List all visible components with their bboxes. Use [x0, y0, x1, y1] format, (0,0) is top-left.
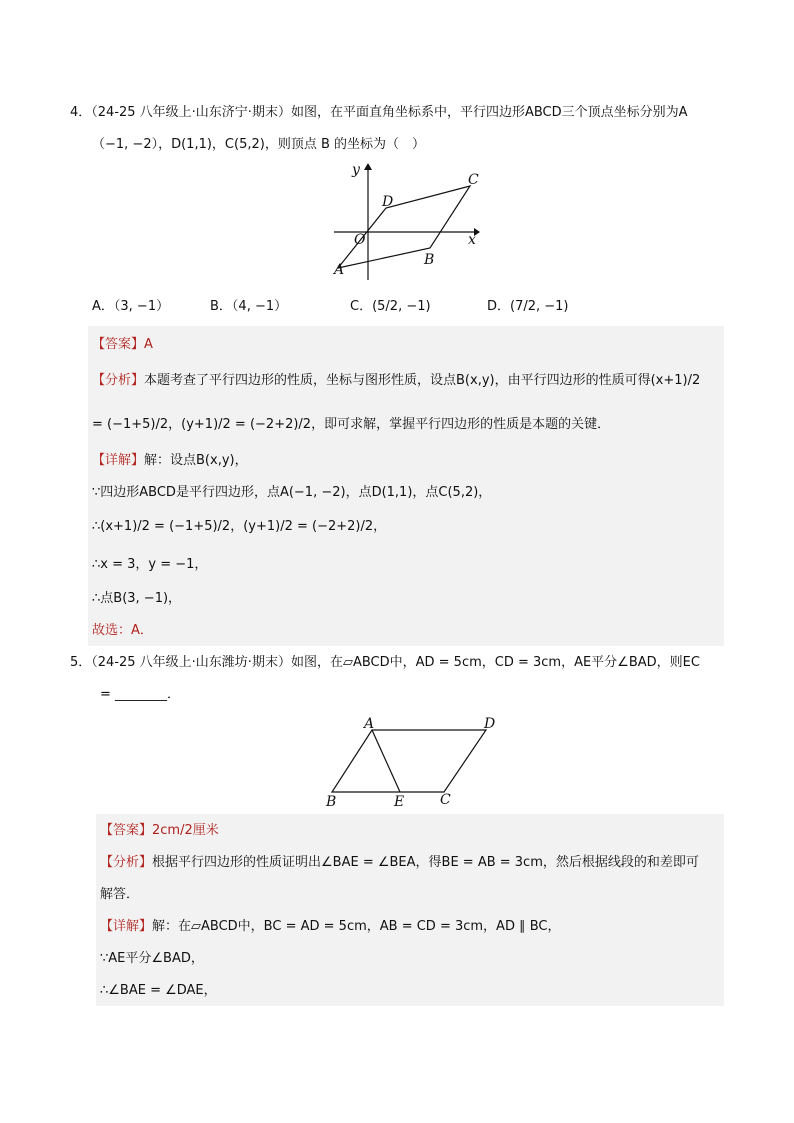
q4-stem-line2: （−1, −2），D(1,1)，C(5,2)，则顶点 B 的坐标为（ ）: [92, 137, 425, 152]
q4-label-c: C: [468, 172, 479, 188]
q5-analysis-row: [100, 854, 699, 872]
q5-label-b: B: [326, 794, 337, 808]
q5-detail-label: 【详解】: [100, 919, 153, 934]
q5-stem-line1: 5．（24-25 八年级上·山东潍坊·期末）如图，在▱ABCD中，AD = 5cm，CD = 3cm，AE平分∠BAD，则EC: [70, 655, 700, 670]
q4-label-a: A: [334, 262, 345, 278]
q5-detail-line: 解：在▱ABCD中，BC = AD = 5cm，AB = CD = 3cm，AD ∥ BC，: [152, 919, 561, 934]
q4-detail-line: 故选：A．: [92, 623, 153, 638]
q5-answer-value: 2cm/2厘米: [152, 823, 219, 838]
q4-label-d: D: [382, 194, 394, 210]
q4-detail-line: ∴(x+1)/2 = (−1+5)/2，(y+1)/2 = (−2+2)/2，: [92, 519, 387, 534]
q4-analysis-label: 【分析】: [92, 373, 145, 388]
q4-answer-row: [92, 336, 153, 354]
q4-option-d: D．(7/2, −1): [487, 299, 569, 314]
q5-label-c: C: [440, 792, 451, 808]
q5-analysis-line2: 解答．: [100, 887, 140, 902]
q4-label-y: y: [352, 162, 360, 178]
q4-detail-line: ∵四边形ABCD是平行四边形，点A(−1, −2)，点D(1,1)，点C(5,2)，: [92, 485, 492, 500]
q4-option-b: B．（4, −1）: [210, 299, 288, 314]
q5-answer-row: [100, 822, 219, 840]
q4-option-c: C．(5/2, −1): [350, 299, 431, 314]
q4-coordinate-figure: [332, 160, 482, 280]
q5-detail-line: ∵AE平分∠BAD，: [100, 951, 204, 966]
q5-stem-line2: = ________．: [100, 687, 181, 702]
q4-analysis-line2: = (−1+5)/2，(y+1)/2 = (−2+2)/2，即可求解，掌握平行四边形的性质是本题的关键．: [92, 417, 611, 432]
q5-parallelogram-figure: [322, 714, 506, 808]
q5-analysis-line1: 根据平行四边形的性质证明出∠BAE = ∠BEA，得BE = AB = 3cm，然后根据线段的和差即可: [152, 855, 699, 870]
q5-label-d: D: [484, 716, 496, 732]
q5-label-a: A: [364, 716, 375, 732]
q4-detail-line: ∴x = 3，y = −1，: [92, 557, 208, 572]
q5-detail-row: [100, 918, 560, 936]
q5-answer-label: 【答案】: [100, 823, 153, 838]
q4-detail-line: 解：设点B(x,y)，: [144, 453, 248, 468]
q4-stem-line1: 4．（24-25 八年级上·山东济宁·期末）如图，在平面直角坐标系中，平行四边形ABCD三个顶点坐标分别为A: [70, 105, 688, 120]
q5-detail-line: ∴∠BAE = ∠DAE，: [100, 983, 217, 998]
q4-label-x: x: [468, 232, 476, 248]
q4-answer-label: 【答案】: [92, 337, 145, 352]
q4-detail-label: 【详解】: [92, 453, 145, 468]
q4-detail-line: ∴点B(3, −1)，: [92, 591, 182, 606]
q4-label-b: B: [424, 252, 435, 268]
q4-solution-box: [88, 326, 724, 646]
q4-answer-value: A: [144, 337, 153, 352]
q4-analysis-line1: 本题考查了平行四边形的性质，坐标与图形性质，设点B(x,y)，由平行四边形的性质可得(x+1)/2: [144, 373, 701, 388]
q4-label-o: O: [354, 232, 366, 248]
q4-option-a: A．（3, −1）: [92, 299, 170, 314]
q5-analysis-label: 【分析】: [100, 855, 153, 870]
q4-analysis-row: [92, 372, 700, 390]
q4-detail-row: [92, 452, 248, 470]
q5-label-e: E: [394, 794, 405, 808]
q5-solution-box: [96, 814, 724, 1006]
